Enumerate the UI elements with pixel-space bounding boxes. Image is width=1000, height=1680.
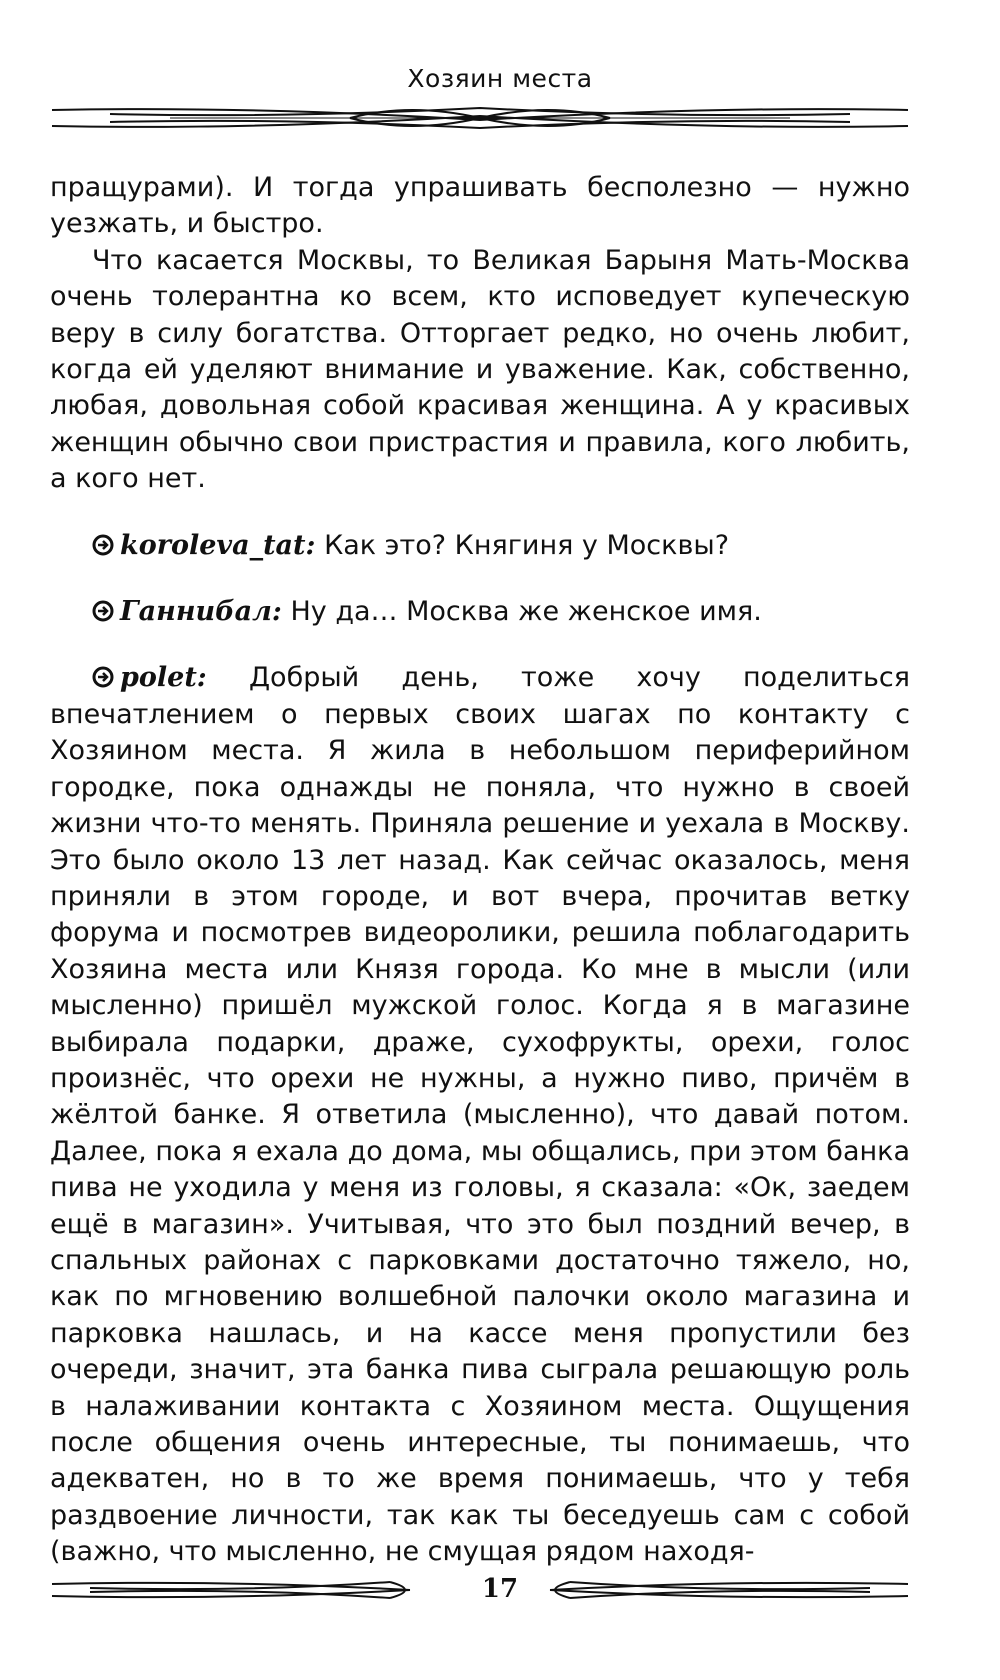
paragraph-moscow: Что касается Москвы, то Великая Барыня Мать-Москва очень толерантна ко всем, кто исповедует купеческую веру в силу богатства. Отторгает редко, но очень любит, когда ей уделяют внимание и уважение. Как, собственно, любая, довольная собой красивая женщина. А у красивых женщин обычно свои пристрастия и правила, кого любить, а кого нет.	[50, 244, 910, 495]
page-number: 17	[481, 1574, 519, 1604]
post-author: polet:	[120, 662, 207, 694]
forum-post	[50, 660, 910, 1570]
header-ornament	[50, 100, 910, 136]
forum-post	[50, 594, 910, 630]
post-author: Ганнибал:	[120, 596, 282, 628]
arrow-circle-icon	[92, 534, 114, 556]
post-text: Ну да… Москва же женское имя.	[290, 596, 762, 628]
paragraph-continued: пращурами). И тогда упрашивать бесполезно — нужно уезжать, и быстро.	[50, 172, 910, 240]
arrow-circle-icon	[92, 666, 114, 688]
arrow-circle-icon	[92, 600, 114, 622]
page-body	[50, 170, 910, 1571]
running-title: Хозяин места	[407, 64, 593, 93]
post-author: koroleva_tat:	[120, 529, 316, 561]
forum-post	[50, 528, 910, 564]
post-text: Как это? Княгиня у Москвы?	[324, 529, 730, 561]
post-text: Добрый день, тоже хочу поделиться впечатлением о первых своих шагах по контакту с Хозяином места. Я жила в небольшом периферийном городке, пока однажды не поняла, что нужно в своей жизни что-то менять. Приняла решение и уехала в Москву. Это было около 13 лет назад. Как сейчас оказалось, меня приняли в этом городе, и вот вчера, прочитав ветку форума и посмотрев видеоролики, решила поблагодарить Хозяина места или Князя города. Ко мне в мысли (или мысленно) пришёл мужской голос. Когда я в магазине выбирала подарки, драже, сухофрукты, орехи, голос произнёс, что орехи не нужны, а нужно пиво, причём в жёлтой банке. Я ответила (мысленно), что давай потом. Далее, пока я ехала до дома, мы общались, при этом банка пива не уходила у меня из головы, я сказала: «Ок, заедем ещё в магазин». Учитывая, что это был поздний вечер, в спальных районах с парковками достаточно тяжело, но, как по мгновению волшебной палочки около магазина и парковка нашлась, и на кассе меня пропустили без очереди, значит, эта банка пива сыграла решающую роль в налаживании контакта с Хозяином места. Ощущения после общения очень интересные, ты понимаешь, что адекватен, но в то же время понимаешь, что у тебя раздвоение личности, так как ты беседуешь сам с собой (важно, что мысленно, не смущая рядом находя-	[50, 662, 910, 1568]
